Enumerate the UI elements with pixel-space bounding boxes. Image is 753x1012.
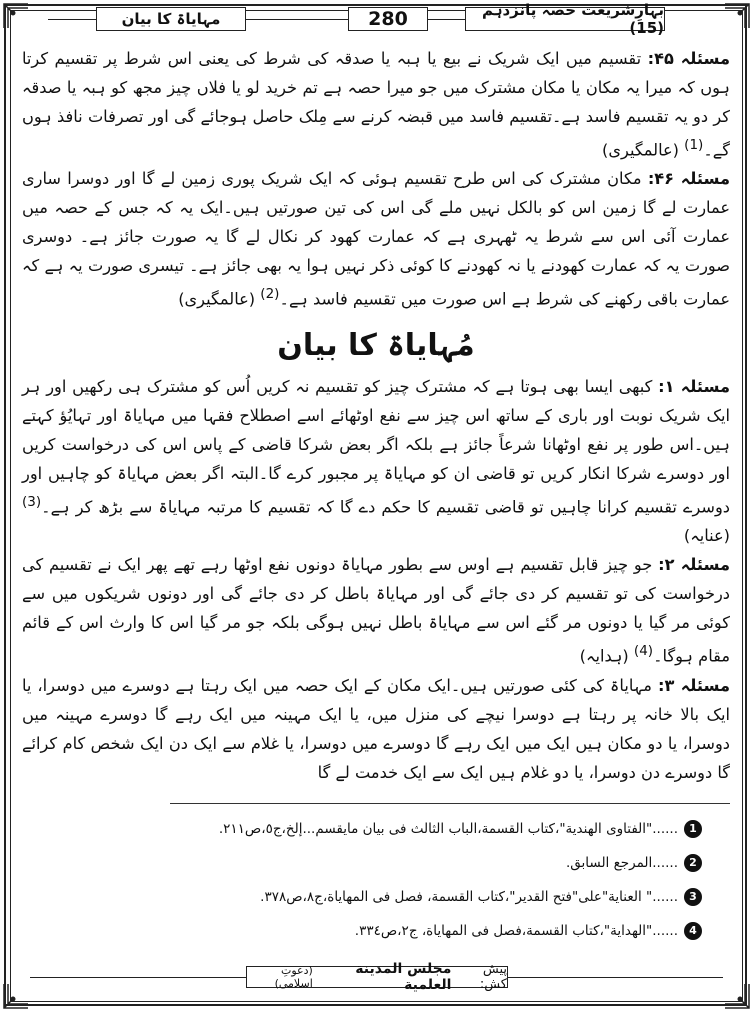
- footnote-ref: (3): [22, 493, 42, 510]
- masala-text: جو چیز قابل تقسیم ہے اوس سے بطور مہایاۃ دونوں نفع اوٹھا رہے تھے پھر ایک نے تقسیم کی درخواست کی تو تقسیم کر دی جائے گی اور مہایاۃ باطل کر دی جائے گی اور دونوں شریکوں میں سے کوئی مر گیا یا دونوں مر گئے اس سے مہایاۃ باطل نہیں ہوگی بلکہ جو مر گیا اس کا وارث اس کے قائم مقام ہوگا۔: [22, 555, 730, 666]
- corner-ornament-icon: [2, 982, 30, 1010]
- footnote-number: 1: [684, 820, 702, 838]
- footnote-ref: (2): [260, 286, 280, 303]
- footer-prefix: پیش کش:: [479, 962, 507, 992]
- masala-label: مسئلہ ۳:: [657, 675, 730, 695]
- masala-label: مسئلہ ۴۶:: [647, 169, 730, 189]
- page-number: 280: [348, 7, 428, 31]
- footnote-item: [22, 812, 702, 846]
- corner-ornament-icon: [723, 982, 751, 1010]
- masala-paragraph: [22, 671, 730, 787]
- footnote-item: [22, 914, 702, 948]
- masala-text: مکان مشترک کی اس طرح تقسیم ہوئی کہ ایک شریک پوری زمین لے گا اور دوسرا ساری عمارت لے گا زمین اس کو بالکل نہیں ملے گی اس کی تین صورتیں ہیں۔ایک یہ کہ جس کے حصہ میں عمارت آئی اس سے شرط یہ ٹھہری ہے کہ عمارت کھود کر نکال لے گا یہ صورت جائز ہے۔ دوسری صورت یہ کہ عمارت کھودنے یا نہ کھودنے کا کوئی ذکر نہیں ہوا یہ بھی جائز ہے۔ تیسری صورت یہ ہے کہ عمارت باقی رکھنے کی شرط ہے اس صورت میں تقسیم فاسد ہے۔: [22, 169, 730, 309]
- masala-paragraph: [22, 372, 730, 550]
- masala-label: مسئلہ ۲:: [658, 555, 730, 575]
- footnote-separator: [170, 803, 730, 804]
- main-text: [22, 44, 730, 787]
- footer-rule: [508, 977, 723, 978]
- source-citation: (عالمگیری): [178, 289, 256, 309]
- footer-rule: [30, 977, 246, 978]
- footnote-number: 4: [684, 922, 702, 940]
- publisher-name: مجلس المدينة العلمية: [355, 961, 452, 993]
- masala-paragraph: [22, 164, 730, 313]
- source-citation: (ہدایہ): [579, 646, 629, 666]
- footnote-number: 2: [684, 854, 702, 872]
- footnote-text: ......" العناية"على"فتح القدير"،كتاب القسمة، فصل فی المهاياة،ج٨،ص٣٧٨.: [260, 889, 678, 905]
- footnote-text: ......"الهداية"،كتاب القسمة،فصل فی المهاياة، ج٢،ص٣٣٤.: [354, 923, 678, 939]
- footnotes: [22, 812, 702, 948]
- book-title: بہارِشریعت حصہ پانزدہم (15): [465, 7, 665, 31]
- masala-paragraph: [22, 44, 730, 164]
- masala-label: مسئلہ ۴۵:: [647, 49, 730, 68]
- footnote-ref: (4): [633, 643, 654, 660]
- footnote-number: 3: [684, 888, 702, 906]
- masala-text: مہایاۃ کی کئی صورتیں ہیں۔ایک مکان کے ایک حصہ میں ایک رہتا ہے دوسرے میں دوسرا، یا ایک بالا خانہ پر رہتا ہے دوسرا نیچے کی منزل میں، یا ایک مہینہ میں ایک رہے گا دوسرے مہینہ میں دوسرا، یا دو مکان ہیں ایک میں ایک رہے گا دوسرے میں دوسرا، یا غلام سے ایک دن ایک شخص کام کرائے گا دوسرے دن دوسرا، یا دو غلام ہیں ایک سے ایک خدمت لے گا: [22, 675, 730, 782]
- publisher-org: (دعوتِ اسلامی): [274, 964, 313, 990]
- masala-text: کبھی ایسا بھی ہوتا ہے کہ مشترک چیز کو تقسیم نہ کریں اُس کو مشترک ہی رکھیں اور ہر ایک شریک نوبت اور باری کے ساتھ اس چیز سے نفع اوٹھائے اسے اصطلاح فقہا میں مہایاۃ اور تہایُؤ کہتے ہیں۔اس طور پر نفع اوٹھانا شرعاً جائز ہے بلکہ اگر بعض شرکا قاضی کے پاس اس کی درخواست کریں اور دوسرے شرکا انکار کریں تو قاضی ان کو مہایاۃ پر مجبور کرے گا۔البتہ اگر بعض مہایاۃ کو چاہیں اور دوسرے تقسیم کرانا چاہیں تو قاضی تقسیم کا حکم دے گا کہ تقسیم کا مرتبہ مہایاۃ سے بڑھ کر ہے۔: [22, 376, 730, 517]
- footnote-item: [22, 880, 702, 914]
- footnote-text: ......المرجع السابق.: [565, 855, 678, 871]
- masala-text: تقسیم میں ایک شریک نے بیع یا ہبہ یا صدقہ کی شرط کی یعنی اس شرط پر تقسیم کرتا ہوں کہ میرا یہ مکان یا مکان مشترک میں جو میرا حصہ ہے تم خرید لو یا فلاں چیز مجھ کو ہبہ یا صدقہ کر دو یہ تقسیم فاسد ہے۔تقسیم فاسد میں قبضہ کرنے سے مِلک حاصل ہوجائے گی اور تصرفات نافذ ہوں گے۔: [22, 49, 730, 160]
- header-rule: [48, 19, 96, 20]
- footnote-item: [22, 846, 702, 880]
- section-title: مہایاۃ کا بیان: [96, 7, 246, 31]
- section-heading-row: [22, 326, 730, 366]
- section-heading: مُہایاۃ کا بیان: [277, 327, 475, 363]
- header-rule: [246, 19, 348, 20]
- source-citation: (عالمگیری): [602, 140, 679, 160]
- footnote-ref: (1): [684, 137, 704, 153]
- source-citation: (عنایہ): [683, 526, 730, 546]
- masala-label: مسئلہ ۱:: [658, 376, 730, 396]
- publisher-footer: [246, 961, 508, 993]
- footnote-text: ......"الفتاوی الهندية"،كتاب القسمة،الباب الثالث فی بيان مايقسم...إلخ،ج٥،ص٢١١.: [218, 821, 678, 837]
- page-header: [18, 1, 735, 37]
- masala-paragraph: [22, 550, 730, 670]
